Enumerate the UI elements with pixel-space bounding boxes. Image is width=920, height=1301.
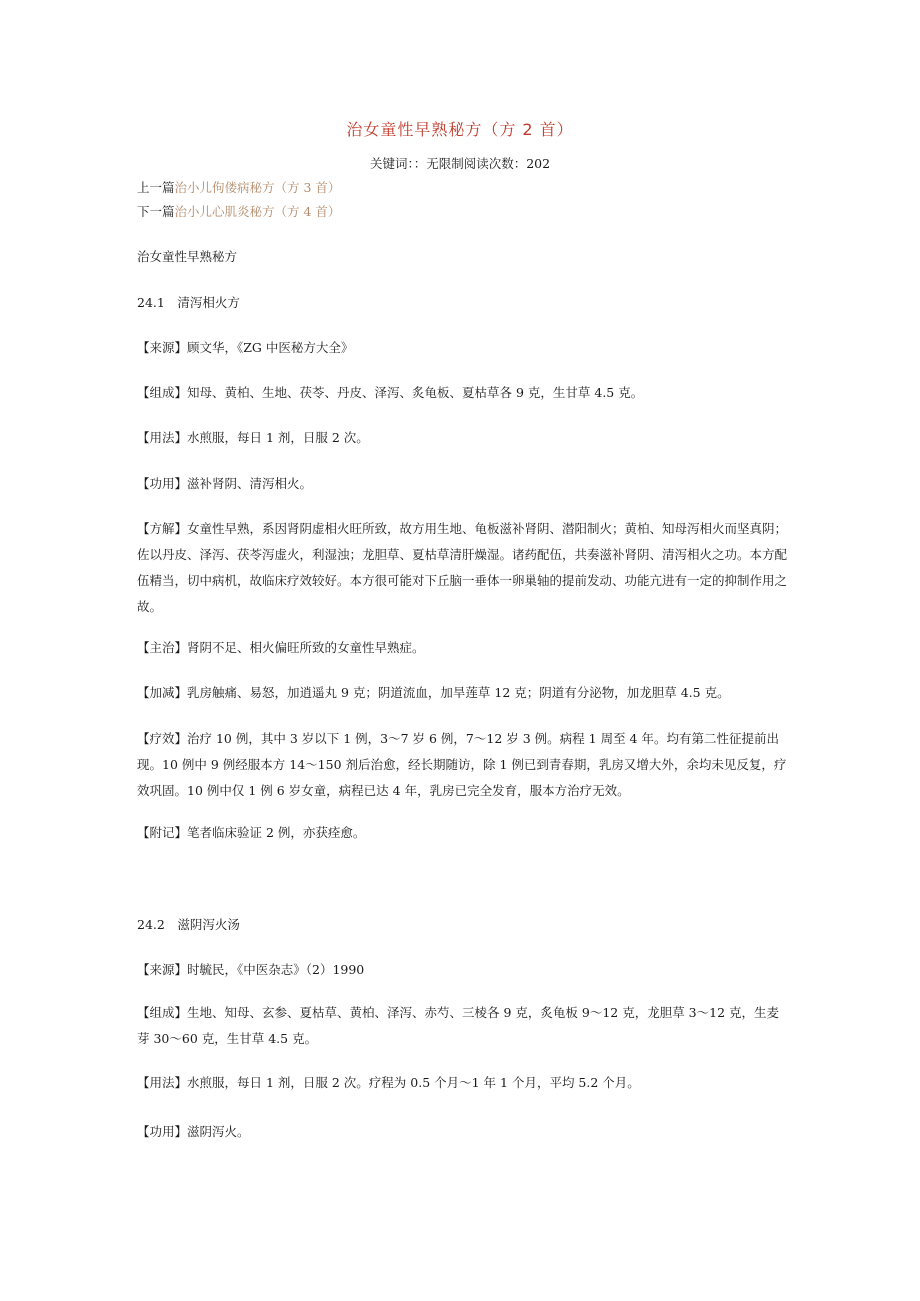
section-1-composition: 【组成】知母、黄柏、生地、茯苓、丹皮、泽泻、炙龟板、夏枯草各 9 克，生甘草 4.5 克。 [137, 385, 644, 400]
section-1-indication: 【主治】肾阴不足、相火偏旺所致的女童性早熟症。 [137, 640, 425, 655]
section-2-function: 【功用】滋阴泻火。 [137, 1124, 250, 1139]
section-2-source: 【来源】时毓民，《中医杂志》（2）1990 [137, 962, 365, 977]
prev-article-link[interactable]: 治小儿佝偻病秘方（方 3 首） [174, 180, 341, 195]
prev-article-nav [137, 178, 340, 196]
section-2-heading: 24.2 滋阴泻火汤 [137, 917, 240, 932]
section-1-analysis: 【方解】女童性早熟，系因肾阴虚相火旺所致，故方用生地、龟板滋补肾阴、潜阳制火；黄柏、知母泻相火而坚真阴；佐以丹皮、泽泻、茯苓泻虚火，利湿浊；龙胆草、夏枯草清肝燥湿。诸药配伍，共奏滋补肾阴、清泻相火之功。本方配伍精当，切中病机，故临床疗效较好。本方很可能对下丘脑一垂体一卵巢轴的提前发动、功能亢进有一定的抑制作用之故。 [137, 521, 788, 614]
section-1-function: 【功用】滋补肾阴、清泻相火。 [137, 476, 313, 491]
section-2-composition: 【组成】生地、知母、玄参、夏枯草、黄柏、泽泻、赤芍、三棱各 9 克，炙龟板 9～12 克，龙胆草 3～12 克，生麦芽 30～60 克，生甘草 4.5 克。 [137, 1005, 780, 1046]
intro-heading: 治女童性早熟秘方 [137, 249, 238, 264]
section-1-heading: 24.1 清泻相火方 [137, 295, 240, 310]
section-1-modification: 【加减】乳房触痛、易怒，加逍遥丸 9 克；阴道流血，加旱莲草 12 克；阴道有分泌物，加龙胆草 4.5 克。 [137, 685, 730, 700]
section-1-note: 【附记】笔者临床验证 2 例，亦获痊愈。 [137, 825, 366, 840]
section-2-usage: 【用法】水煎服，每日 1 剂，日服 2 次。疗程为 0.5 个月～1 年 1 个月，平均 5.2 个月。 [137, 1075, 640, 1090]
section-1-source: 【来源】顾文华，《ZG 中医秘方大全》 [137, 340, 354, 355]
page-title: 治女童性早熟秘方（方 2 首） [346, 120, 574, 139]
article-meta: 关键词：：无限制阅读次数：202 [369, 156, 551, 171]
next-article-nav [137, 202, 340, 220]
prev-label: 上一篇 [137, 180, 175, 195]
section-1-usage: 【用法】水煎服，每日 1 剂，日服 2 次。 [137, 430, 369, 445]
next-label: 下一篇 [137, 204, 175, 219]
section-1-efficacy: 【疗效】治疗 10 例，其中 3 岁以下 1 例，3～7 岁 6 例，7～12 岁 3 例。病程 1 周至 4 年。均有第二性征提前出现。10 例中 9 例经服本方 14～150 剂后治愈，经长期随访，除 1 例已到青春期，乳房又增大外，余均未见反复，疗效巩固。10 例中仅 1 例 6 岁女童，病程已达 4 年，乳房已完全发育，服本方治疗无效。 [137, 731, 787, 798]
next-article-link[interactable]: 治小儿心肌炎秘方（方 4 首） [174, 204, 341, 219]
